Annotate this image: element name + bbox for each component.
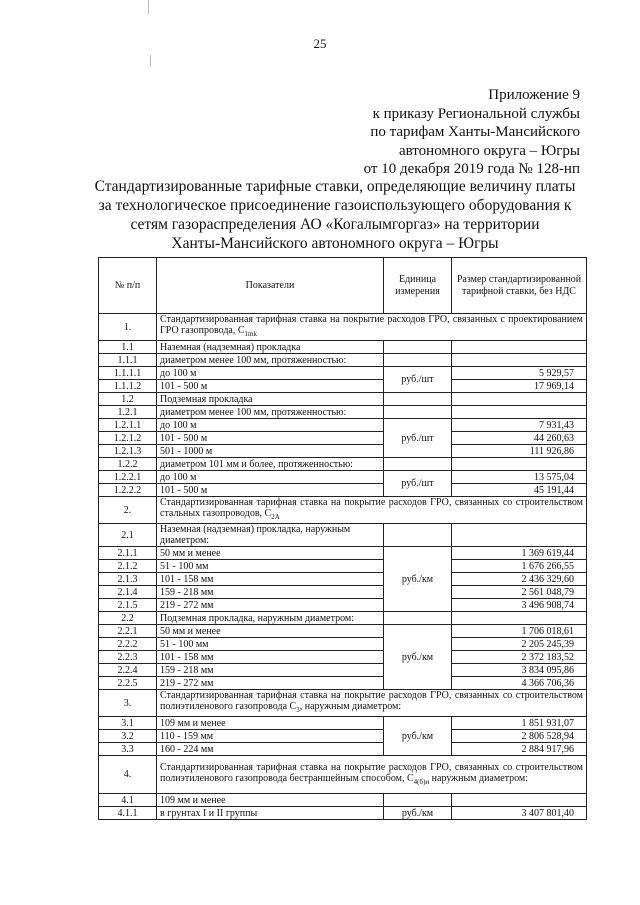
row-number: 2.1.4 xyxy=(99,586,157,599)
row-value: 111 926,86 xyxy=(452,445,587,458)
row-value xyxy=(452,354,587,367)
row-number: 1.2.1.2 xyxy=(99,432,157,445)
row-indicator: 219 - 272 мм xyxy=(157,599,384,612)
row-value xyxy=(452,458,587,471)
row-value: 7 931,43 xyxy=(452,419,587,432)
indicator-text: Стандартизированная тарифная ставка на покрытие расходов ГРО, связанных со строительством стальных газопроводов, C xyxy=(160,497,583,519)
row-value: 4 366 706,36 xyxy=(452,677,587,690)
row-unit xyxy=(384,354,452,367)
table-row xyxy=(99,560,587,573)
row-value xyxy=(452,794,587,807)
row-unit: руб./шт xyxy=(384,367,452,393)
table-row xyxy=(99,524,587,547)
title-line: Стандартизированные тарифные ставки, определяющие величину платы xyxy=(94,178,576,195)
table-row xyxy=(99,471,587,484)
row-number: 2.2.1 xyxy=(99,625,157,638)
row-indicator: 51 - 100 мм xyxy=(157,560,384,573)
row-indicator: до 100 м xyxy=(157,471,384,484)
indicator-text: Стандартизированная тарифная ставка на покрытие расходов ГРО, связанных со строительством полиэтиленового газопровода C xyxy=(160,690,583,712)
row-number: 2.2.5 xyxy=(99,677,157,690)
row-number: 2.1 xyxy=(99,524,157,547)
row-indicator: диаметром менее 100 мм, протяженностью: xyxy=(157,406,384,419)
table-row xyxy=(99,497,587,524)
row-indicator xyxy=(157,497,587,524)
row-unit xyxy=(384,794,452,807)
row-indicator: 51 - 100 мм xyxy=(157,638,384,651)
indicator-subscript: 2A xyxy=(271,513,280,521)
indicator-tail: , наружным диаметром: xyxy=(299,701,402,712)
table-row xyxy=(99,367,587,380)
row-number: 1.2.2.1 xyxy=(99,471,157,484)
row-indicator xyxy=(157,756,587,794)
table-row xyxy=(99,406,587,419)
row-unit xyxy=(384,393,452,406)
table-row xyxy=(99,651,587,664)
row-number: 2.1.5 xyxy=(99,599,157,612)
indicator-subscript: 3 xyxy=(296,706,300,714)
table-row xyxy=(99,664,587,677)
row-number: 3.1 xyxy=(99,717,157,730)
appendix-line: автономного округа – Югры xyxy=(398,142,580,159)
indicator-subscript: 1mk xyxy=(244,330,257,338)
header-rate: Размер стандартизированной тарифной ставки, без НДС xyxy=(452,258,587,314)
table-header-row xyxy=(99,258,587,314)
header-unit: Единица измерения xyxy=(384,258,452,314)
table-row xyxy=(99,807,587,820)
row-number: 2.1.2 xyxy=(99,560,157,573)
title-line: за технологическое присоединение газоиспользующего оборудования к xyxy=(98,197,572,214)
row-indicator: 50 мм и менее xyxy=(157,625,384,638)
row-unit: руб./шт xyxy=(384,471,452,497)
row-indicator: Подземная прокладка, наружным диаметром: xyxy=(157,612,384,625)
row-number: 2.2.3 xyxy=(99,651,157,664)
row-value: 2 561 048,79 xyxy=(452,586,587,599)
row-value: 2 436 329,60 xyxy=(452,573,587,586)
row-indicator: диаметром 101 мм и более, протяженностью: xyxy=(157,458,384,471)
row-indicator: 159 - 218 мм xyxy=(157,664,384,677)
row-indicator: 109 мм и менее xyxy=(157,717,384,730)
row-indicator: 159 - 218 мм xyxy=(157,586,384,599)
header-indicator: Показатели xyxy=(157,258,384,314)
table-row xyxy=(99,743,587,756)
tariff-table xyxy=(98,257,587,820)
row-value: 2 372 183,52 xyxy=(452,651,587,664)
row-unit xyxy=(384,612,452,625)
table-row xyxy=(99,419,587,432)
row-number: 1.1.1.1 xyxy=(99,367,157,380)
indicator-text: Стандартизированная тарифная ставка на покрытие расходов ГРО, связанных со строительством полиэтиленового газопровода бестраншейным способом, C xyxy=(160,761,583,784)
row-number: 1.2 xyxy=(99,393,157,406)
table-row xyxy=(99,717,587,730)
row-number: 3.3 xyxy=(99,743,157,756)
row-value: 45 191,44 xyxy=(452,484,587,497)
row-number: 4.1 xyxy=(99,794,157,807)
row-unit: руб./км xyxy=(384,717,452,756)
appendix-line: Приложение 9 xyxy=(488,87,580,103)
row-value xyxy=(452,612,587,625)
row-indicator: 101 - 500 м xyxy=(157,484,384,497)
row-value: 13 575,04 xyxy=(452,471,587,484)
row-number: 1.1.1 xyxy=(99,354,157,367)
row-value: 3 407 801,40 xyxy=(452,807,587,820)
row-value: 44 260,63 xyxy=(452,432,587,445)
table-row xyxy=(99,445,587,458)
row-indicator: 50 мм и менее xyxy=(157,547,384,560)
row-value: 2 806 528,94 xyxy=(452,730,587,743)
row-indicator xyxy=(157,314,587,341)
row-unit: руб./км xyxy=(384,547,452,612)
table-row xyxy=(99,547,587,560)
indicator-text: Стандартизированная тарифная ставка на покрытие расходов ГРО, связанных с проектированием ГРО газопровода, C xyxy=(160,314,583,336)
row-indicator: 160 - 224 мм xyxy=(157,743,384,756)
row-number: 2.2.2 xyxy=(99,638,157,651)
row-value: 17 969,14 xyxy=(452,380,587,393)
row-number: 1.2.2.2 xyxy=(99,484,157,497)
table-row xyxy=(99,599,587,612)
row-value: 1 676 266,55 xyxy=(452,560,587,573)
row-number: 1.2.1 xyxy=(99,406,157,419)
title-line: Ханты-Мансийского автономного округа – Югры xyxy=(171,235,499,252)
appendix-line: от 10 декабря 2019 года № 128-нп xyxy=(363,161,580,177)
row-value: 1 369 619,44 xyxy=(452,547,587,560)
table-body xyxy=(99,314,587,820)
row-value: 5 929,57 xyxy=(452,367,587,380)
row-indicator: Наземная (надземная) прокладка xyxy=(157,341,384,354)
row-unit: руб./шт xyxy=(384,419,452,458)
row-unit: руб./км xyxy=(384,807,452,820)
table-row xyxy=(99,484,587,497)
appendix-header xyxy=(320,86,580,179)
row-value: 3 496 908,74 xyxy=(452,599,587,612)
row-number: 1.2.1.1 xyxy=(99,419,157,432)
table-row xyxy=(99,756,587,794)
table-row xyxy=(99,432,587,445)
title-line: сетям газораспределения АО «Когалымгоргаз» на территории xyxy=(130,216,540,233)
row-number: 2.2 xyxy=(99,612,157,625)
row-number: 4. xyxy=(99,756,157,794)
table-row xyxy=(99,677,587,690)
row-unit xyxy=(384,458,452,471)
row-value xyxy=(452,524,587,547)
scan-mark-top xyxy=(148,0,149,14)
row-indicator xyxy=(157,690,587,717)
table-row xyxy=(99,573,587,586)
table-row xyxy=(99,341,587,354)
table-row xyxy=(99,625,587,638)
row-indicator: Подземная прокладка xyxy=(157,393,384,406)
row-indicator: 101 - 158 мм xyxy=(157,573,384,586)
row-indicator: 219 - 272 мм xyxy=(157,677,384,690)
row-indicator: диаметром менее 100 мм, протяженностью: xyxy=(157,354,384,367)
row-value: 1 851 931,07 xyxy=(452,717,587,730)
row-number: 1.2.2 xyxy=(99,458,157,471)
row-value xyxy=(452,406,587,419)
row-unit xyxy=(384,524,452,547)
row-value: 1 706 018,61 xyxy=(452,625,587,638)
scan-mark-left xyxy=(150,55,151,67)
appendix-line: к приказу Региональной службы xyxy=(372,105,580,122)
row-unit: руб./км xyxy=(384,625,452,690)
row-value: 2 884 917,96 xyxy=(452,743,587,756)
row-number: 1.1.1.2 xyxy=(99,380,157,393)
row-indicator: 110 - 159 мм xyxy=(157,730,384,743)
row-indicator: 109 мм и менее xyxy=(157,794,384,807)
row-number: 2.2.4 xyxy=(99,664,157,677)
table-row xyxy=(99,354,587,367)
row-number: 1. xyxy=(99,314,157,341)
row-indicator: в грунтах I и II группы xyxy=(157,807,384,820)
appendix-line: по тарифам Ханты-Мансийского xyxy=(370,124,580,140)
table-row xyxy=(99,314,587,341)
row-indicator: до 100 м xyxy=(157,367,384,380)
row-unit xyxy=(384,341,452,354)
document-title xyxy=(85,177,585,253)
row-value: 2 205 245,39 xyxy=(452,638,587,651)
table-row xyxy=(99,638,587,651)
row-indicator: 501 - 1000 м xyxy=(157,445,384,458)
row-number: 4.1.1 xyxy=(99,807,157,820)
table-row xyxy=(99,380,587,393)
row-number: 2.1.1 xyxy=(99,547,157,560)
row-indicator: 101 - 158 мм xyxy=(157,651,384,664)
table-row xyxy=(99,690,587,717)
row-number: 1.1 xyxy=(99,341,157,354)
header-num: № п/п xyxy=(99,258,157,314)
row-indicator: 101 - 500 м xyxy=(157,432,384,445)
row-indicator: 101 - 500 м xyxy=(157,380,384,393)
table-row xyxy=(99,393,587,406)
row-indicator: Наземная (надземная) прокладка, наружным диаметром: xyxy=(157,524,384,547)
table-row xyxy=(99,730,587,743)
indicator-tail: наружным диаметром: xyxy=(429,772,529,784)
row-value xyxy=(452,393,587,406)
row-number: 2. xyxy=(99,497,157,524)
table-row xyxy=(99,612,587,625)
row-unit xyxy=(384,406,452,419)
row-value: 3 834 095,86 xyxy=(452,664,587,677)
row-number: 2.1.3 xyxy=(99,573,157,586)
row-number: 3. xyxy=(99,690,157,717)
row-number: 3.2 xyxy=(99,730,157,743)
table-row xyxy=(99,794,587,807)
row-value xyxy=(452,341,587,354)
indicator-subscript: 4(б)и xyxy=(413,777,430,786)
page-number: 25 xyxy=(313,36,327,51)
table-row xyxy=(99,458,587,471)
row-number: 1.2.1.3 xyxy=(99,445,157,458)
table-row xyxy=(99,586,587,599)
row-indicator: до 100 м xyxy=(157,419,384,432)
